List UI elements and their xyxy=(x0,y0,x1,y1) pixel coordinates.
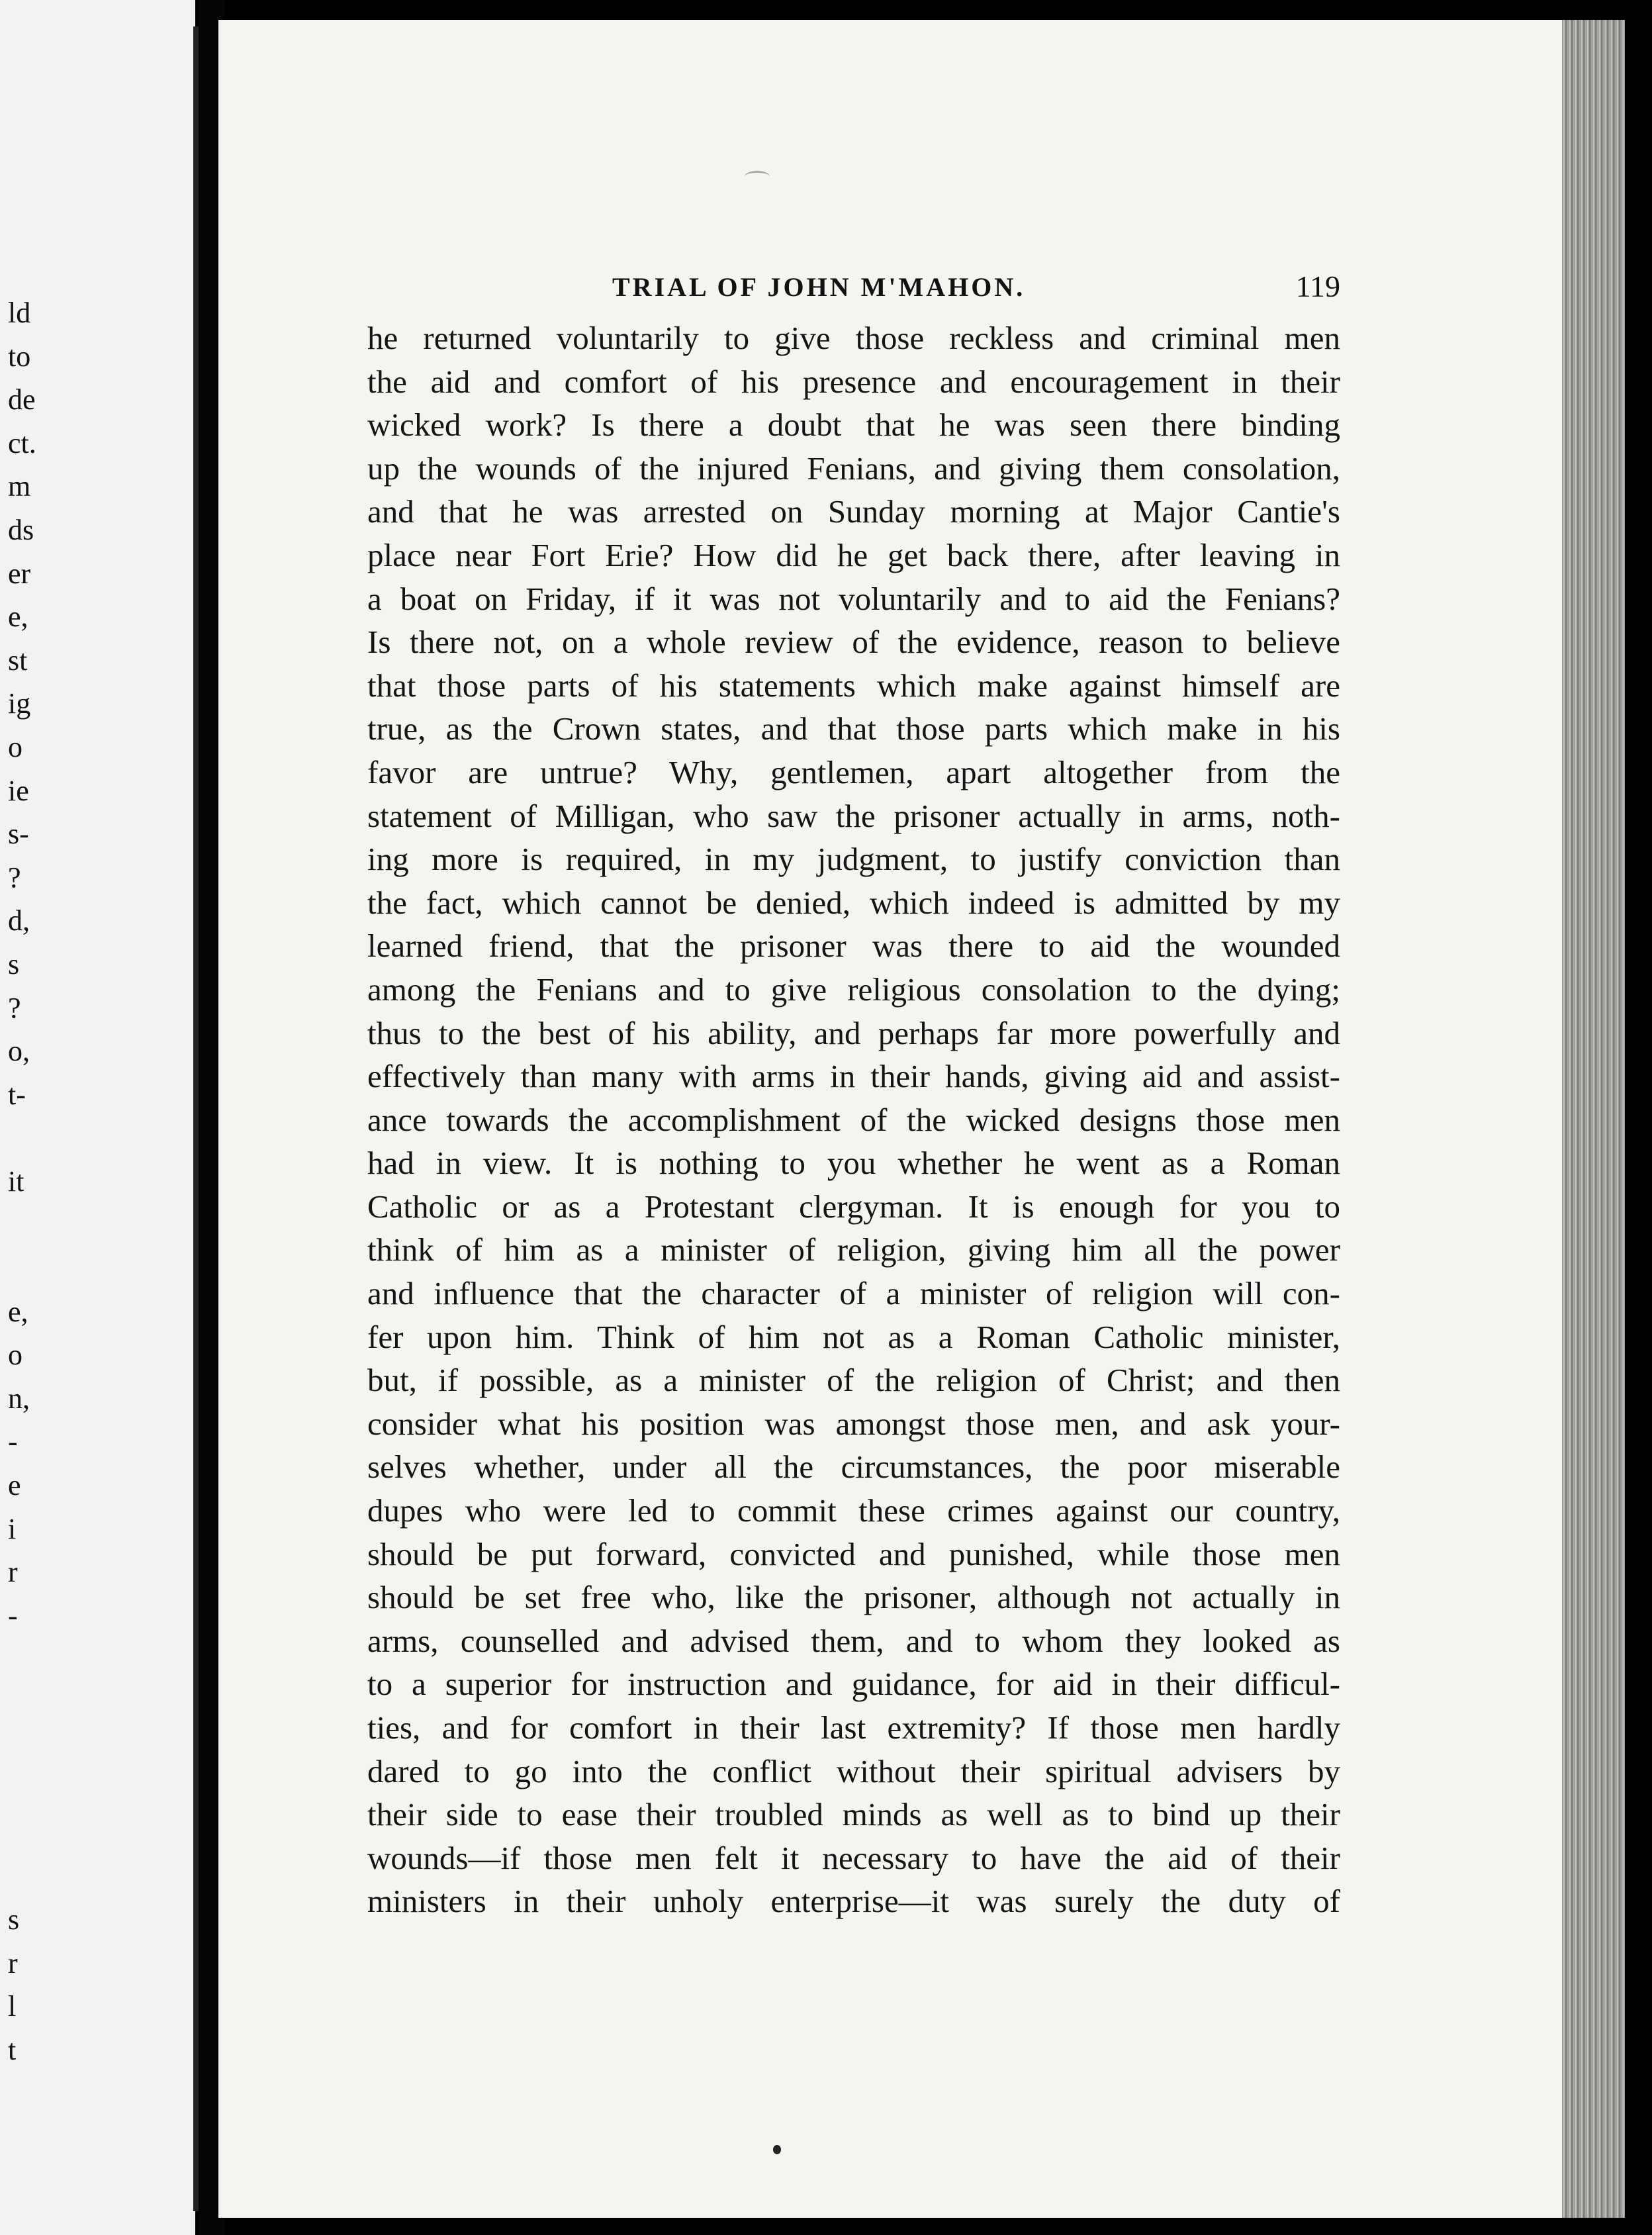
text-line: that those parts of his statements which make against himself are xyxy=(367,667,1340,704)
text-line: Catholic or as a Protestant clergyman. It is enough for you to xyxy=(367,1188,1340,1225)
edge-fragment: ie xyxy=(8,774,29,807)
edge-fragment: t- xyxy=(8,1078,26,1111)
gutter-shadow xyxy=(193,26,199,2211)
edge-fragment xyxy=(8,1768,68,1811)
edge-fragment: n, xyxy=(8,1382,30,1415)
edge-fragment: e xyxy=(8,1469,21,1502)
edge-fragment xyxy=(8,1725,68,1768)
edge-fragment: e, xyxy=(8,600,28,634)
edge-fragment: o xyxy=(8,730,23,763)
edge-fragment: ct. xyxy=(8,426,36,459)
edge-fragment xyxy=(8,1116,68,1160)
text-line: thus to the best of his ability, and perhaps far more powerfully and xyxy=(367,1014,1340,1051)
edge-fragment xyxy=(8,1854,68,1898)
edge-fragment: ? xyxy=(8,991,21,1024)
text-line: think of him as a minister of religion, giving him all the power xyxy=(367,1231,1340,1268)
text-line: dared to go into the conflict without their spiritual advisers by xyxy=(367,1752,1340,1789)
text-line: true, as the Crown states, and that those parts which make in his xyxy=(367,710,1340,747)
text-line: the aid and comfort of his presence and encouragement in their xyxy=(367,363,1340,400)
text-line: selves whether, under all the circumstances, the poor miserable xyxy=(367,1449,1340,1486)
edge-fragment: s- xyxy=(8,818,29,851)
edge-fragment: o xyxy=(8,1339,23,1372)
text-line: favor are untrue? Why, gentlemen, apart altogether from the xyxy=(367,753,1340,790)
edge-fragment: st xyxy=(8,643,28,677)
text-line: among the Fenians and to give religious consolation to the dying; xyxy=(367,971,1340,1008)
edge-fragment: l xyxy=(8,1990,17,2023)
edge-fragment xyxy=(8,1637,68,1681)
edge-fragment: i xyxy=(8,1512,17,1545)
edge-fragment xyxy=(8,1681,68,1725)
edge-fragment: ? xyxy=(8,861,21,894)
text-line: ing more is required, in my judgment, to justify conviction than xyxy=(367,841,1340,878)
running-title: TRIAL OF JOHN M'MAHON. xyxy=(612,272,1026,302)
text-line: place near Fort Erie? How did he get back there, after leaving in xyxy=(367,536,1340,573)
text-line: consider what his position was amongst those men, and ask your- xyxy=(367,1405,1340,1442)
edge-fragment: - xyxy=(8,1425,18,1458)
edge-fragment: m xyxy=(8,470,31,503)
text-line: should be set free who, like the prisoner, although not actually in xyxy=(367,1579,1340,1616)
text-line: had in view. It is nothing to you whether he went as a Roman xyxy=(367,1145,1340,1182)
text-line: he returned voluntarily to give those reckless and criminal men xyxy=(367,320,1340,356)
text-line: dupes who were led to commit these crimes against our country, xyxy=(367,1492,1340,1529)
text-line: Is there not, on a whole review of the evidence, reason to believe xyxy=(367,624,1340,661)
edge-fragment: e, xyxy=(8,1295,28,1328)
text-line: the fact, which cannot be denied, which indeed is admitted by my xyxy=(367,884,1340,921)
page-number: 119 xyxy=(1295,269,1340,303)
edge-fragment xyxy=(8,1811,68,1855)
text-line: ance towards the accomplishment of the wicked designs those men xyxy=(367,1101,1340,1138)
body-text xyxy=(367,316,1340,1923)
edge-fragment: r xyxy=(8,1556,18,1589)
running-head xyxy=(367,271,1340,318)
edge-fragment: s xyxy=(8,947,20,980)
ink-dot xyxy=(773,2145,781,2154)
text-line: their side to ease their troubled minds as well as to bind up their xyxy=(367,1796,1340,1833)
text-line: fer upon him. Think of him not as a Roman Catholic minister, xyxy=(367,1318,1340,1355)
text-line: statement of Milligan, who saw the prisoner actually in arms, noth- xyxy=(367,797,1340,834)
scan-border xyxy=(1625,0,1652,2235)
text-line: effectively than many with arms in their hands, giving aid and assist- xyxy=(367,1058,1340,1095)
edge-fragment: t xyxy=(8,2033,17,2066)
edge-fragment: ig xyxy=(8,687,31,720)
text-line: up the wounds of the injured Fenians, and giving them consolation, xyxy=(367,450,1340,487)
edge-fragment: ds xyxy=(8,513,34,546)
edge-fragment: er xyxy=(8,557,31,590)
left-facing-page xyxy=(0,0,195,2235)
page-block-edges xyxy=(1562,20,1625,2218)
edge-fragment: - xyxy=(8,1599,18,1632)
text-line: should be put forward, convicted and punished, while those men xyxy=(367,1535,1340,1572)
edge-fragment: r xyxy=(8,1946,18,1979)
edge-fragment: de xyxy=(8,383,36,416)
left-page-text-fragments xyxy=(8,291,68,2071)
text-line: wounds—if those men felt it necessary to have the aid of their xyxy=(367,1839,1340,1876)
text-line: arms, counselled and advised them, and to whom they looked as xyxy=(367,1622,1340,1659)
text-line: and that he was arrested on Sunday morning at Major Cantie's xyxy=(367,493,1340,530)
edge-fragment: d, xyxy=(8,904,30,937)
edge-fragment: o, xyxy=(8,1035,30,1068)
edge-fragment: s xyxy=(8,1903,20,1936)
text-line: a boat on Friday, if it was not voluntarily and to aid the Fenians? xyxy=(367,580,1340,617)
edge-fragment: it xyxy=(8,1165,24,1198)
edge-fragment xyxy=(8,1247,68,1290)
text-line: learned friend, that the prisoner was there to aid the wounded xyxy=(367,927,1340,965)
text-line: wicked work? Is there a doubt that he was seen there binding xyxy=(367,406,1340,444)
edge-fragment xyxy=(8,1203,68,1247)
paper-speck xyxy=(745,171,770,182)
text-line: to a superior for instruction and guidance, for aid in their difficul- xyxy=(367,1666,1340,1703)
edge-fragment: to xyxy=(8,340,31,373)
edge-fragment: ld xyxy=(8,297,31,329)
text-line: and influence that the character of a minister of religion will con- xyxy=(367,1275,1340,1312)
text-line: but, if possible, as a minister of the religion of Christ; and then xyxy=(367,1362,1340,1399)
text-line: ties, and for comfort in their last extremity? If those men hardly xyxy=(367,1709,1340,1746)
text-line: ministers in their unholy enterprise—it was surely the duty of xyxy=(367,1883,1340,1920)
